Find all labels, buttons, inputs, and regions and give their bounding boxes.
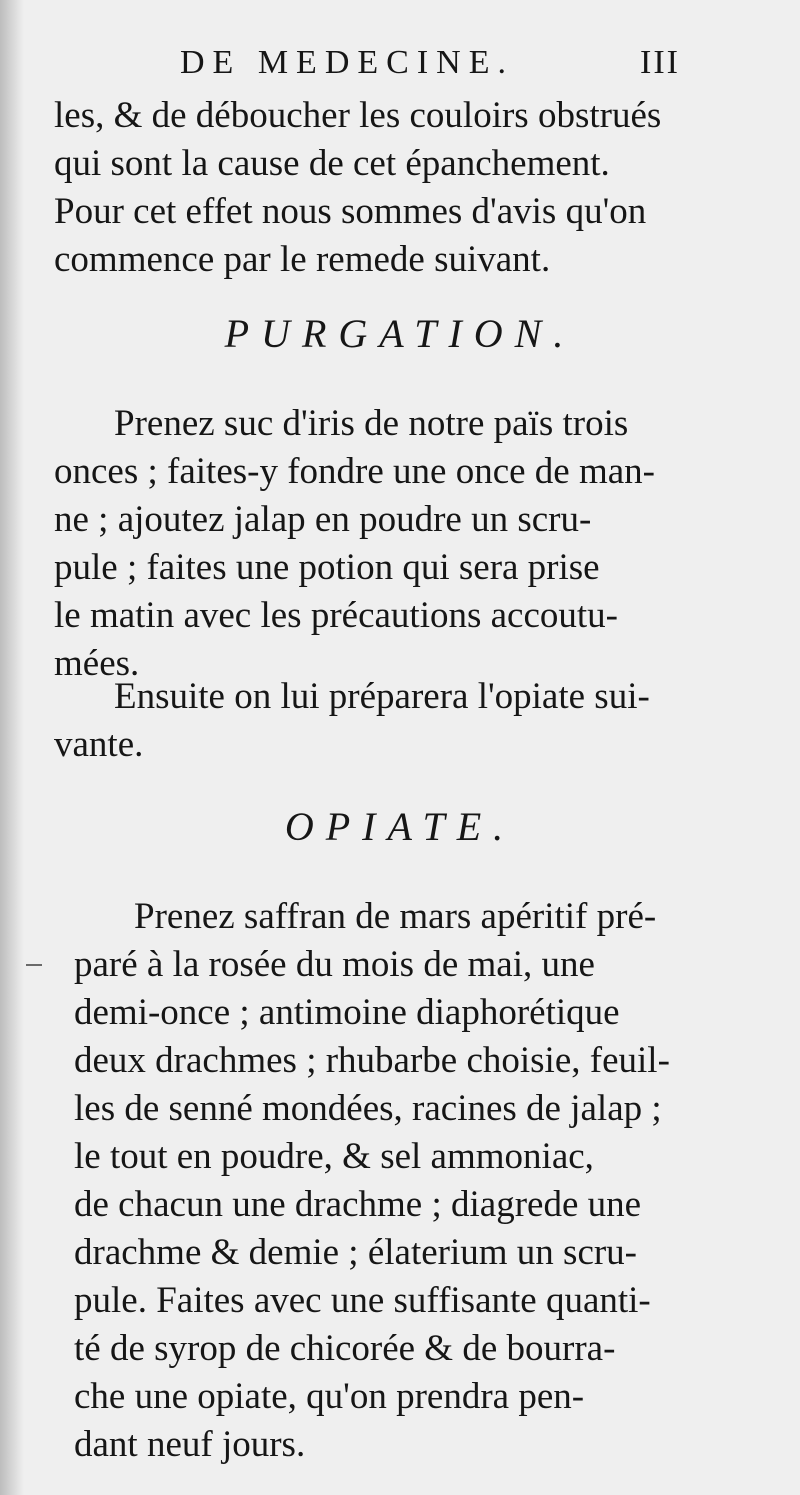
text-line: che une opiate, qu'on prendra pen- [74,1376,585,1417]
text-line: dant neuf jours. [74,1424,306,1465]
text-line: paré à la rosée du mois de mai, une [74,944,595,985]
text-line: ne ; ajoutez jalap en poudre un scru- [54,499,592,540]
text-line: le matin avec les précautions accoutu- [54,595,618,636]
section-heading-opiate: OPIATE. [284,804,516,849]
text-line: de chacun une drachme ; diagrede une [74,1184,642,1225]
text-line: les, & de déboucher les couloirs obstrués [54,95,662,136]
running-title: DE MEDECINE. [180,44,514,81]
running-head [180,44,740,88]
page-number: III [640,44,680,81]
opiate-paragraph [74,893,754,1469]
text-line: drachme & demie ; élaterium un scru- [74,1232,638,1273]
text-line: les de senné mondées, racines de jalap ; [74,1088,662,1129]
text-line: té de syrop de chicorée & de bourra- [74,1328,616,1369]
margin-mark [26,964,42,966]
text-line: Prenez saffran de mars apéritif pré- [134,896,657,937]
text-line: qui sont la cause de cet épanchement. [54,143,610,184]
text-line: vante. [54,724,144,765]
text-line: mées. [54,643,140,684]
text-line: onces ; faites-y fondre une once de man- [54,451,655,492]
text-line: Pour cet effet nous sommes d'avis qu'on [54,191,647,232]
text-line: Prenez suc d'iris de notre païs trois [114,403,629,444]
transition-paragraph [54,673,754,769]
text-line: pule. Faites avec une suffisante quanti- [74,1280,651,1321]
text-line: le tout en poudre, & sel ammoniac, [74,1136,594,1177]
purgation-paragraph [54,400,754,688]
intro-paragraph [54,92,754,284]
text-line: commence par le remede suivant. [54,239,551,280]
text-line: deux drachmes ; rhubarbe choisie, feuil- [74,1040,670,1081]
text-line: Ensuite on lui préparera l'opiate sui- [114,676,650,717]
section-heading-purgation: PURGATION. [224,311,576,356]
page-gutter-shadow [0,0,24,1495]
text-line: pule ; faites une potion qui sera prise [54,547,600,588]
text-line: demi-once ; antimoine diaphorétique [74,992,620,1033]
